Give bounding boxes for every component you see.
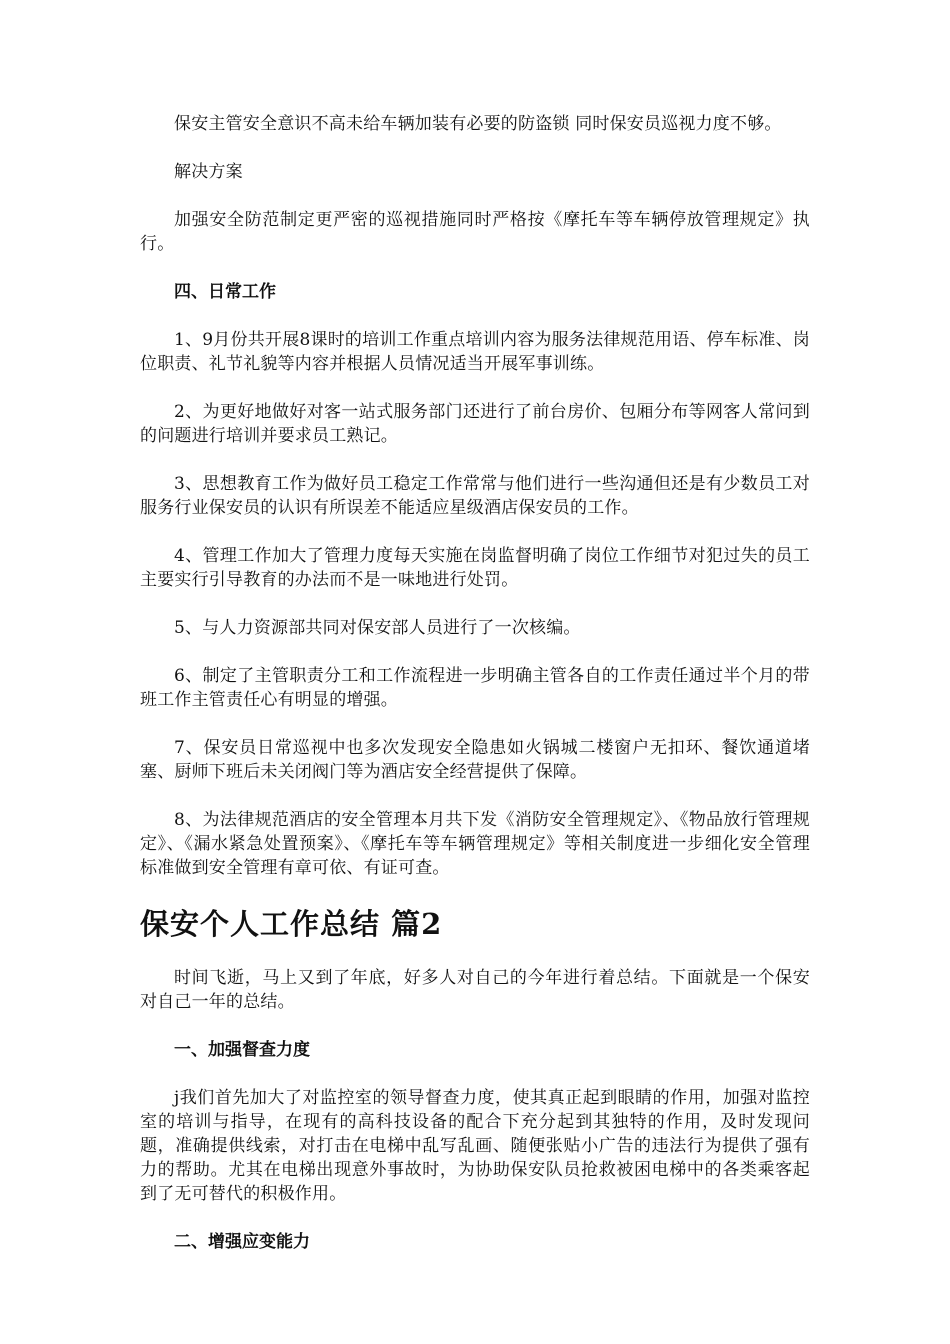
subheading-adaptability: 二、增强应变能力 [174,1232,310,1252]
paragraph-item-3: 3、思想教育工作为做好员工稳定工作常常与他们进行一些沟通但还是有少数员工对服务行业保安员的认识有所误差不能适应星级酒店保安员的工作。 [140,474,810,518]
paragraph-item-7: 7、保安员日常巡视中也多次发现安全隐患如火锅城二楼窗户无扣环、餐饮通道堵塞、厨师下班后未关闭阀门等为酒店安全经营提供了保障。 [140,738,810,782]
subheading-daily-work: 四、日常工作 [174,282,276,302]
paragraph-supervision: j我们首先加大了对监控室的领导督查力度，使其真正起到眼睛的作用，加强对监控室的培训与指导，在现有的高科技设备的配合下充分起到其独特的作用，及时发现问题，准确提供线索，对打击在电梯中乱写乱画、随便张贴小广告的违法行为提供了强有力的帮助。尤其在电梯出现意外事故时，为协助保安队员抢救被困电梯中的各类乘客起到了无可替代的积极作用。 [140,1088,810,1204]
paragraph-solution-label: 解决方案 [174,162,243,182]
paragraph-item-1: 1、9月份共开展8课时的培训工作重点培训内容为服务法律规范用语、停车标准、岗位职责、礼节礼貌等内容并根据人员情况适当开展军事训练。 [140,330,810,374]
subheading-supervision: 一、加强督查力度 [174,1040,310,1060]
paragraph-item-8: 8、为法律规范酒店的安全管理本月共下发《消防安全管理规定》、《物品放行管理规定》、《漏水紧急处置预案》、《摩托车等车辆管理规定》等相关制度进一步细化安全管理标准做到安全管理有章可依、有证可查。 [140,810,810,878]
paragraph-solution: 加强安全防范制定更严密的巡视措施同时严格按《摩托车等车辆停放管理规定》执行。 [140,210,810,254]
paragraph-reason: 保安主管安全意识不高未给车辆加装有必要的防盗锁 同时保安员巡视力度不够。 [174,114,782,134]
paragraph-item-2: 2、为更好地做好对客一站式服务部门还进行了前台房价、包厢分布等网客人常问到的问题进行培训并要求员工熟记。 [140,402,810,446]
paragraph-item-4: 4、管理工作加大了管理力度每天实施在岗监督明确了岗位工作细节对犯过失的员工主要实行引导教育的办法而不是一味地进行处罚。 [140,546,810,590]
document-page [140,112,810,1278]
paragraph-item-6: 6、制定了主管职责分工和工作流程进一步明确主管各自的工作责任通过半个月的带班工作主管责任心有明显的增强。 [140,666,810,710]
section-title-part-2: 保安个人工作总结 篇2 [140,907,443,941]
paragraph-item-5: 5、与人力资源部共同对保安部人员进行了一次核编。 [174,618,581,638]
paragraph-intro: 时间飞逝，马上又到了年底，好多人对自己的今年进行着总结。下面就是一个保安对自己一年的总结。 [140,968,810,1012]
